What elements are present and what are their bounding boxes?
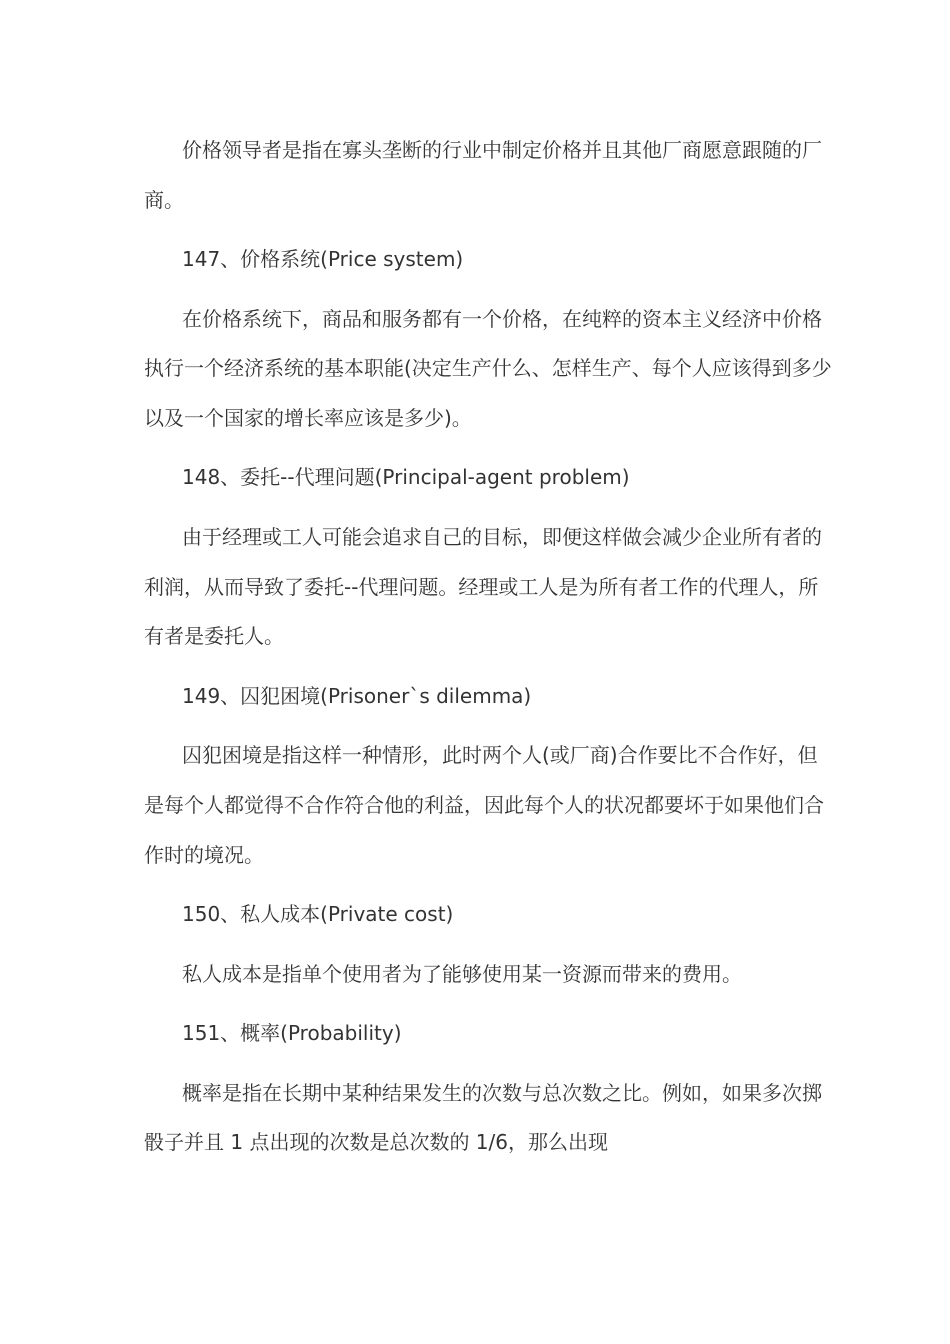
paragraph-line: 以及一个国家的增长率应该是多少)。 [144, 406, 472, 430]
section-heading-148: 148、委托--代理问题(Principal-agent problem) [182, 465, 630, 489]
paragraph-line: 是每个人都觉得不合作符合他的利益，因此每个人的状况都要坏于如果他们合 [144, 793, 824, 817]
section-heading-149: 149、囚犯困境(Prisoner`s dilemma) [182, 684, 532, 708]
paragraph-line: 在价格系统下，商品和服务都有一个价格，在纯粹的资本主义经济中价格 [182, 307, 822, 331]
paragraph-line: 概率是指在长期中某种结果发生的次数与总次数之比。例如，如果多次掷 [182, 1081, 822, 1105]
paragraph-line: 由于经理或工人可能会追求自己的目标，即便这样做会减少企业所有者的 [182, 525, 822, 549]
paragraph-line: 作时的境况。 [144, 843, 264, 867]
paragraph-line: 骰子并且 1 点出现的次数是总次数的 1/6，那么出现 [144, 1130, 608, 1154]
paragraph-line: 商。 [144, 188, 184, 212]
paragraph-line: 利润，从而导致了委托--代理问题。经理或工人是为所有者工作的代理人，所 [144, 575, 819, 599]
section-heading-147: 147、价格系统(Price system) [182, 247, 464, 271]
paragraph-line: 私人成本是指单个使用者为了能够使用某一资源而带来的费用。 [182, 962, 742, 986]
section-heading-150: 150、私人成本(Private cost) [182, 902, 454, 926]
paragraph-line: 有者是委托人。 [144, 624, 284, 648]
paragraph-line: 执行一个经济系统的基本职能(决定生产什么、怎样生产、每个人应该得到多少 [144, 356, 832, 380]
paragraph-line: 价格领导者是指在寡头垄断的行业中制定价格并且其他厂商愿意跟随的厂 [182, 138, 822, 162]
paragraph-line: 囚犯困境是指这样一种情形，此时两个人(或厂商)合作要比不合作好，但 [182, 743, 818, 767]
section-heading-151: 151、概率(Probability) [182, 1021, 402, 1045]
